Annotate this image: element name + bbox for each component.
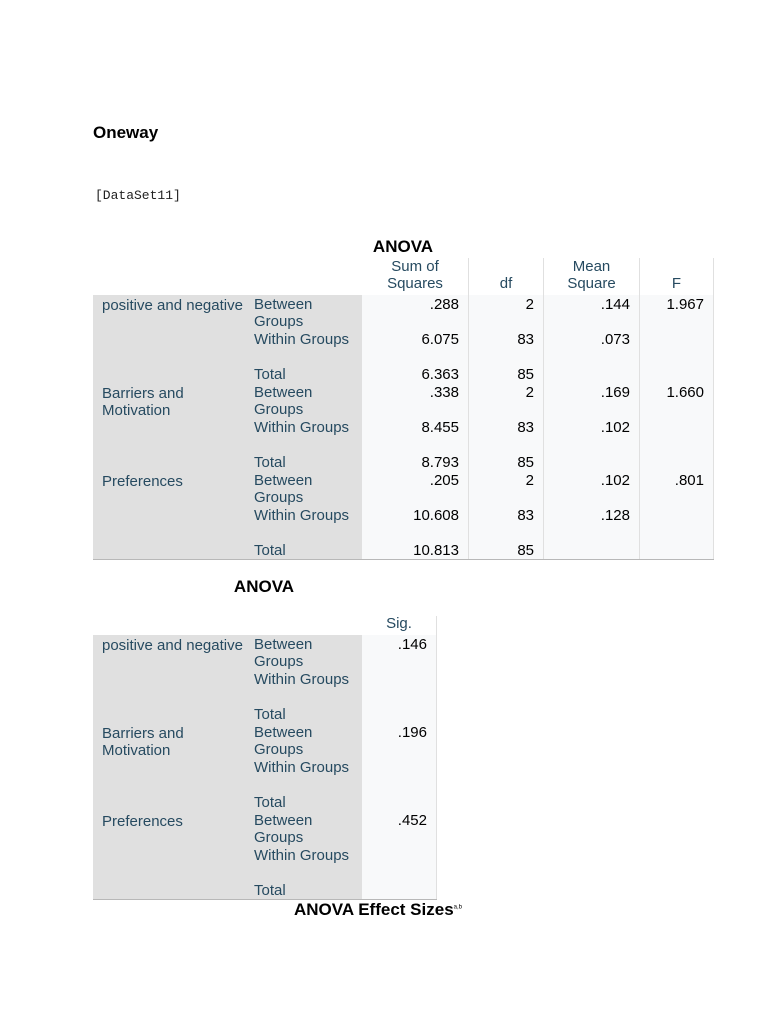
output-heading: Oneway: [93, 123, 159, 142]
table-cell-sig: .452: [362, 811, 437, 846]
table-cell-df: 83: [469, 330, 544, 365]
source-label: Within Groups: [245, 670, 362, 705]
variable-label: Barriers and Motivation: [93, 723, 245, 811]
table-cell-ms: .102: [544, 418, 640, 453]
anova-table: [93, 258, 714, 562]
source-label: Between Groups: [245, 295, 362, 330]
table-cell-sig: [362, 881, 437, 899]
table-cell-sig: [362, 793, 437, 811]
source-label: Within Groups: [245, 418, 362, 453]
table-cell-ss: 8.793: [362, 453, 469, 471]
source-label: Total: [245, 453, 362, 471]
column-header: Sig.: [362, 616, 437, 635]
table-cell-ms: .144: [544, 295, 640, 330]
table-cell-ms: [544, 453, 640, 471]
source-label: Between Groups: [245, 635, 362, 670]
table-cell-sig: [362, 670, 437, 705]
source-label: Total: [245, 705, 362, 723]
table-cell-ms: .102: [544, 471, 640, 506]
effect-sizes-title-text: ANOVA Effect Sizes: [294, 900, 454, 919]
table-cell-ss: 6.363: [362, 365, 469, 383]
table-cell-sig: [362, 705, 437, 723]
table-cell-f: [640, 418, 714, 453]
table-cell-sig: [362, 758, 437, 793]
variable-label: positive and negative: [93, 295, 245, 383]
column-header: df: [469, 258, 544, 295]
table-cell-sig: .146: [362, 635, 437, 670]
anova-sig-table-title: ANOVA: [233, 577, 295, 596]
source-label: Total: [245, 365, 362, 383]
table-cell-df: 83: [469, 418, 544, 453]
anova-sig-table: [93, 598, 437, 899]
table-cell-f: 1.967: [640, 295, 714, 330]
table-cell-df: 85: [469, 453, 544, 471]
table-cell-df: 83: [469, 506, 544, 541]
table-cell-ms: [544, 365, 640, 383]
table-cell-f: [640, 506, 714, 541]
source-label: Between Groups: [245, 383, 362, 418]
table-cell-df: 85: [469, 365, 544, 383]
table-cell-ms: .128: [544, 506, 640, 541]
table-cell-ss: 10.608: [362, 506, 469, 541]
table-cell-f: 1.660: [640, 383, 714, 418]
table-cell-f: [640, 330, 714, 365]
table-cell-sig: [362, 846, 437, 881]
source-label: Within Groups: [245, 330, 362, 365]
source-label: Total: [245, 881, 362, 899]
table-cell-f: [640, 541, 714, 559]
table-cell-ss: 8.455: [362, 418, 469, 453]
table-cell-sig: .196: [362, 723, 437, 758]
source-label: Between Groups: [245, 811, 362, 846]
source-label: Total: [245, 541, 362, 559]
source-label: Within Groups: [245, 758, 362, 793]
column-header: F: [640, 258, 714, 295]
effect-sizes-title: [294, 900, 462, 920]
table-cell-df: 2: [469, 295, 544, 330]
table-cell-ms: .073: [544, 330, 640, 365]
source-label: Within Groups: [245, 506, 362, 541]
column-header: Sum of Squares: [362, 258, 469, 295]
table-cell-ss: 10.813: [362, 541, 469, 559]
source-label: Total: [245, 793, 362, 811]
source-label: Between Groups: [245, 471, 362, 506]
table-cell-ss: .288: [362, 295, 469, 330]
variable-label: Barriers and Motivation: [93, 383, 245, 471]
variable-label: positive and negative: [93, 635, 245, 723]
table-cell-ss: .205: [362, 471, 469, 506]
table-cell-ms: .169: [544, 383, 640, 418]
dataset-label: [DataSet11]: [95, 188, 181, 203]
table-cell-df: 85: [469, 541, 544, 559]
anova-table-title: ANOVA: [372, 237, 434, 256]
source-label: Between Groups: [245, 723, 362, 758]
effect-sizes-footnote-marker: a,b: [453, 904, 462, 911]
table-cell-df: 2: [469, 471, 544, 506]
column-header: Mean Square: [544, 258, 640, 295]
table-cell-ss: .338: [362, 383, 469, 418]
table-cell-f: [640, 365, 714, 383]
variable-label: Preferences: [93, 471, 245, 559]
table-cell-df: 2: [469, 383, 544, 418]
source-label: Within Groups: [245, 846, 362, 881]
table-cell-f: [640, 453, 714, 471]
table-cell-f: .801: [640, 471, 714, 506]
table-cell-ms: [544, 541, 640, 559]
variable-label: Preferences: [93, 811, 245, 899]
group-divider: [93, 559, 714, 560]
table-cell-ss: 6.075: [362, 330, 469, 365]
